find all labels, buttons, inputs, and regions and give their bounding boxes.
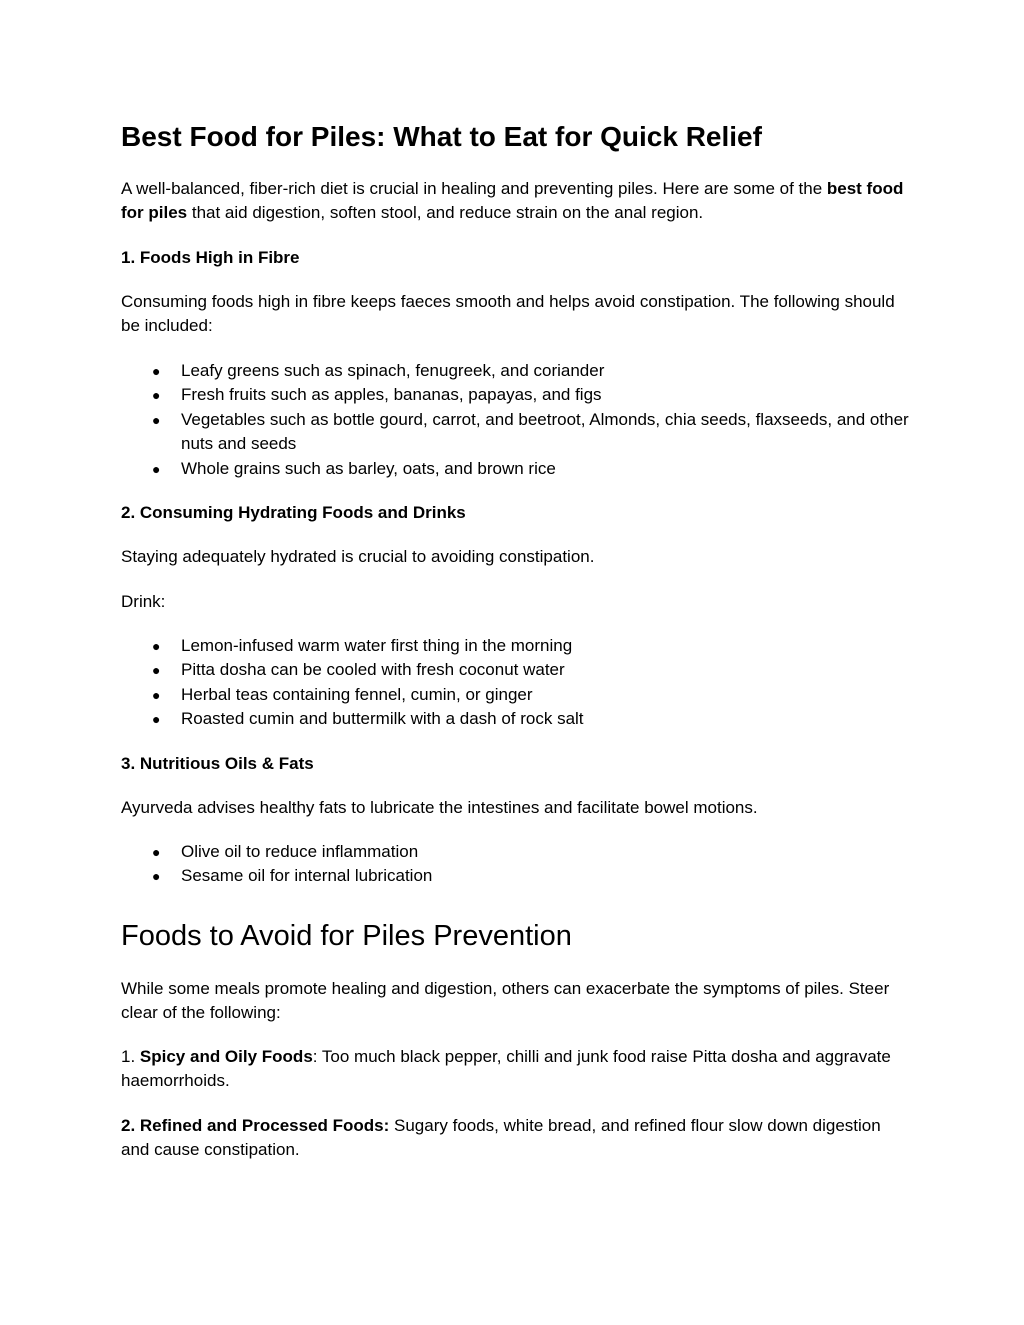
avoid-item-1-text: : Too much black pepper, chilli and junk food raise Pitta dosha and aggravate haemorrhoids.: [121, 1047, 891, 1091]
section1-list: [121, 359, 911, 481]
page-title: Best Food for Piles: What to Eat for Quick Relief: [121, 121, 762, 152]
list-item-text: Lemon-infused warm water first thing in the morning: [181, 636, 573, 655]
section3-heading: 3. Nutritious Oils & Fats: [121, 754, 314, 773]
list-item: [121, 457, 911, 481]
list-item-text: Vegetables such as bottle gourd, carrot, and beetroot, Almonds, chia seeds, flaxseeds, and other nuts and seeds: [181, 409, 909, 454]
section3-list: [121, 840, 911, 889]
section2-lead: Drink:: [121, 592, 166, 611]
bullet-icon: ●: [152, 711, 161, 728]
bullet-icon: ●: [152, 411, 161, 428]
list-item: [121, 683, 911, 707]
avoid-heading: Foods to Avoid for Piles Prevention: [121, 920, 572, 952]
intro-text-before: A well-balanced, fiber-rich diet is crucial in healing and preventing piles. Here are some of the: [121, 179, 827, 198]
section2-list: [121, 634, 911, 732]
bullet-icon: ●: [152, 686, 161, 703]
bullet-icon: ●: [152, 844, 161, 860]
list-item: [121, 634, 911, 658]
section3-paragraph: Ayurveda advises healthy fats to lubricate the intestines and facilitate bowel motions.: [121, 798, 758, 817]
bullet-icon: ●: [152, 363, 161, 379]
section1-paragraph: Consuming foods high in fibre keeps faeces smooth and helps avoid constipation. The following should be included:: [121, 292, 895, 336]
list-item-text: Herbal teas containing fennel, cumin, or ginger: [181, 684, 533, 704]
bullet-icon: ●: [152, 662, 161, 679]
avoid-item-2-text: Sugary foods, white bread, and refined flour slow down digestion and cause constipation.: [121, 1116, 881, 1160]
section1-heading: 1. Foods High in Fibre: [121, 248, 300, 267]
list-item-text: Roasted cumin and buttermilk with a dash of rock salt: [181, 709, 584, 729]
list-item: [121, 658, 911, 682]
list-item: [121, 840, 911, 864]
avoid-item-2: [121, 1114, 911, 1163]
intro-text-after: that aid digestion, soften stool, and reduce strain on the anal region.: [187, 203, 704, 223]
bullet-icon: ●: [152, 460, 161, 477]
avoid-item-2-title: 2. Refined and Processed Foods:: [121, 1116, 390, 1135]
avoid-item-1-title: Spicy and Oily Foods: [139, 1047, 313, 1066]
intro-bold-keyword: best food for piles: [121, 179, 904, 223]
section2-paragraph: Staying adequately hydrated is crucial to avoiding constipation.: [121, 547, 595, 566]
section2-heading: 2. Consuming Hydrating Foods and Drinks: [121, 503, 466, 522]
list-item-text: Pitta dosha can be cooled with fresh coconut water: [181, 660, 565, 680]
list-item: [121, 383, 911, 407]
avoid-item-1: [121, 1045, 911, 1094]
list-item-text: Sesame oil for internal lubrication: [181, 866, 433, 886]
list-item: [121, 707, 911, 731]
list-item: [121, 359, 911, 383]
avoid-item-1-number: 1.: [121, 1047, 140, 1066]
list-item-text: Olive oil to reduce inflammation: [181, 842, 419, 861]
bullet-icon: ●: [152, 387, 161, 404]
bullet-icon: ●: [152, 868, 161, 885]
list-item-text: Leafy greens such as spinach, fenugreek, and coriander: [181, 361, 605, 380]
list-item-text: Fresh fruits such as apples, bananas, papayas, and figs: [181, 385, 602, 405]
list-item: [121, 864, 911, 888]
avoid-paragraph: While some meals promote healing and digestion, others can exacerbate the symptoms of piles. Steer clear of the following:: [121, 979, 890, 1023]
intro-paragraph: [121, 177, 911, 226]
list-item: [121, 408, 911, 457]
bullet-icon: ●: [152, 638, 161, 654]
list-item-text: Whole grains such as barley, oats, and brown rice: [181, 458, 556, 478]
